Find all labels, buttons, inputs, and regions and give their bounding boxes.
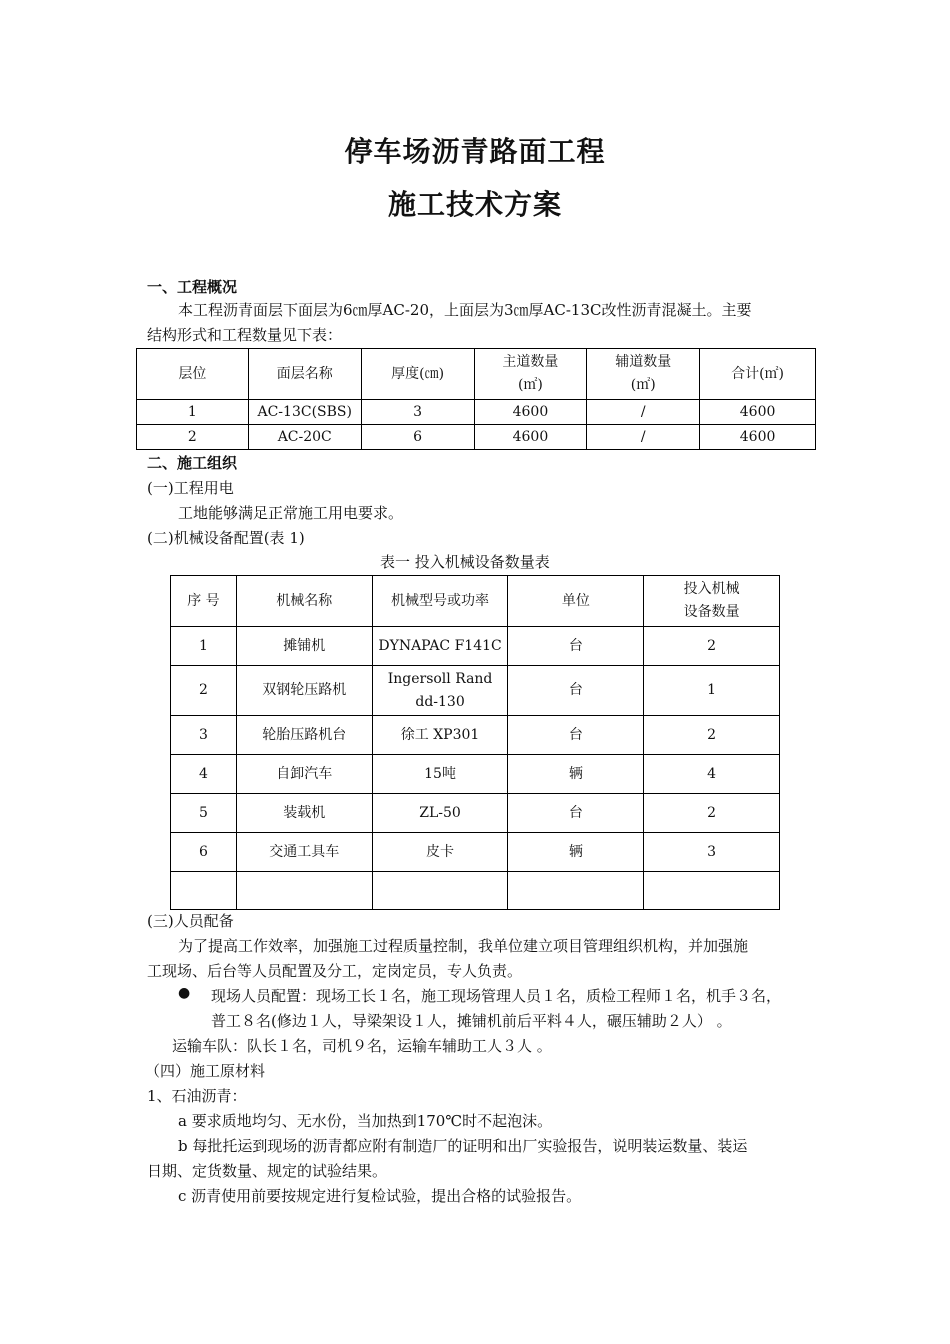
header-cell: 机械型号或功率: [372, 576, 508, 627]
transport-team: 运输车队：队长１名，司机９名，运输车辅助工人３人 。: [172, 1037, 552, 1055]
table-cell: 徐工 XP301: [372, 716, 508, 755]
table-cell: 摊铺机: [236, 627, 372, 666]
table-cell: 皮卡: [372, 833, 508, 872]
table-cell: 4600: [700, 425, 816, 450]
table-row-empty: [171, 872, 780, 910]
header-cell: 层位: [137, 349, 249, 400]
table-cell: 轮胎压路机台: [236, 716, 372, 755]
table-cell: AC-20C: [248, 425, 361, 450]
table-cell: 台: [508, 716, 644, 755]
bullet-line2: 普工８名(修边１人，导梁架设１人，摊铺机前后平料４人，碾压辅助２人） 。: [211, 1012, 732, 1030]
header-cell: [474, 349, 587, 400]
bullet-icon: ●: [178, 985, 191, 1001]
table-cell: [171, 872, 237, 910]
table-cell: 2: [171, 666, 237, 716]
header-cell: 机械名称: [236, 576, 372, 627]
cell-line: dd-130: [415, 693, 465, 710]
table-cell: 4600: [700, 400, 816, 425]
table-cell: ZL-50: [372, 794, 508, 833]
table-cell: [372, 666, 508, 716]
table-cell: 台: [508, 666, 644, 716]
header-cell: [587, 349, 700, 400]
table-cell: 交通工具车: [236, 833, 372, 872]
table-cell: [236, 872, 372, 910]
header-unit: (㎡): [630, 377, 656, 393]
header-cell: 单位: [508, 576, 644, 627]
section2-heading: 二、施工组织: [147, 454, 238, 472]
table-row: [171, 833, 780, 872]
header-cell: [644, 576, 780, 627]
table-cell: 5: [171, 794, 237, 833]
table-cell: 3: [171, 716, 237, 755]
table-row: [171, 794, 780, 833]
table-cell: 2: [137, 425, 249, 450]
table-cell: 2: [644, 716, 780, 755]
table-cell: 双钢轮压路机: [236, 666, 372, 716]
table-cell: 2: [644, 794, 780, 833]
header-line: 辅道数量: [615, 354, 672, 370]
table-row: [171, 666, 780, 716]
section2-sub2: (二)机械设备配置(表 1): [147, 529, 305, 547]
table-caption: 表一 投入机械设备数量表: [380, 553, 550, 571]
table-cell: 1: [137, 400, 249, 425]
header-cell: 厚度(㎝): [361, 349, 474, 400]
document-title-line2: 施工技术方案: [387, 188, 562, 221]
table-cell: 6: [361, 425, 474, 450]
quantity-table: [136, 348, 816, 450]
header-line: 投入机械: [683, 581, 740, 597]
header-line: 设备数量: [683, 604, 740, 620]
header-unit: (㎡): [517, 377, 543, 393]
table-cell: /: [587, 400, 700, 425]
table-cell: 自卸汽车: [236, 755, 372, 794]
section1-heading: 一、工程概况: [147, 278, 238, 296]
section2-sub1-text: 工地能够满足正常施工用电要求。: [178, 504, 404, 522]
table-cell: 4: [644, 755, 780, 794]
table-cell: 台: [508, 627, 644, 666]
table-cell: 辆: [508, 833, 644, 872]
section4-item1: 1、石油沥青：: [147, 1087, 247, 1105]
section1-para-line2: 结构形式和工程数量见下表：: [147, 326, 343, 344]
cell-line: Ingersoll Rand: [387, 670, 493, 687]
table-row: [171, 627, 780, 666]
section4-item-a: a 要求质地均匀、无水份，当加热到170℃时不起泡沫。: [178, 1112, 553, 1130]
table-cell: DYNAPAC F141C: [372, 627, 508, 666]
section4-item-b-line1: b 每批托运到现场的沥青都应附有制造厂的证明和出厂实验报告，说明装运数量、装运: [178, 1137, 748, 1155]
table-cell: 3: [361, 400, 474, 425]
header-cell: 面层名称: [248, 349, 361, 400]
table-cell: 1: [171, 627, 237, 666]
document-title-line1: 停车场沥青路面工程: [344, 135, 606, 168]
table-cell: 1: [644, 666, 780, 716]
table-cell: 装载机: [236, 794, 372, 833]
table-cell: 3: [644, 833, 780, 872]
bullet-line1: 现场人员配置：现场工长１名，施工现场管理人员１名，质检工程师１名，机手３名，: [211, 987, 782, 1005]
section3-para-line1: 为了提高工作效率，加强施工过程质量控制，我单位建立项目管理组织机构，并加强施: [178, 937, 749, 955]
table-cell: 15吨: [372, 755, 508, 794]
table-row: [137, 400, 816, 425]
section2-sub1: (一)工程用电: [147, 479, 234, 497]
equipment-table: [170, 575, 780, 910]
section4-item-c: c 沥青使用前要按规定进行复检试验，提出合格的试验报告。: [178, 1187, 582, 1205]
section4-heading: （四）施工原材料: [145, 1062, 266, 1080]
table-header-row: [137, 349, 816, 400]
table-row: [171, 716, 780, 755]
table-cell: 2: [644, 627, 780, 666]
table-cell: 6: [171, 833, 237, 872]
header-cell: 序 号: [171, 576, 237, 627]
table-cell: [372, 872, 508, 910]
header-cell: 合计(㎡): [700, 349, 816, 400]
section4-item-b-line2: 日期、定货数量、规定的试验结果。: [147, 1162, 388, 1180]
table-cell: [508, 872, 644, 910]
table-cell: 4600: [474, 400, 587, 425]
table-cell: 4: [171, 755, 237, 794]
section3-para-line2: 工现场、后台等人员配置及分工，定岗定员，专人负责。: [147, 962, 523, 980]
section3-heading: (三)人员配备: [147, 912, 234, 930]
header-line: 主道数量: [502, 354, 559, 370]
table-cell: [644, 872, 780, 910]
section1-para-line1: 本工程沥青面层下面层为6㎝厚AC-20，上面层为3㎝厚AC-13C改性沥青混凝土。主要: [178, 301, 752, 319]
table-row: [171, 755, 780, 794]
table-cell: 辆: [508, 755, 644, 794]
table-row: [137, 425, 816, 450]
table-cell: /: [587, 425, 700, 450]
table-cell: 4600: [474, 425, 587, 450]
table-cell: AC-13C(SBS): [248, 400, 361, 425]
table-header-row: [171, 576, 780, 627]
table-cell: 台: [508, 794, 644, 833]
